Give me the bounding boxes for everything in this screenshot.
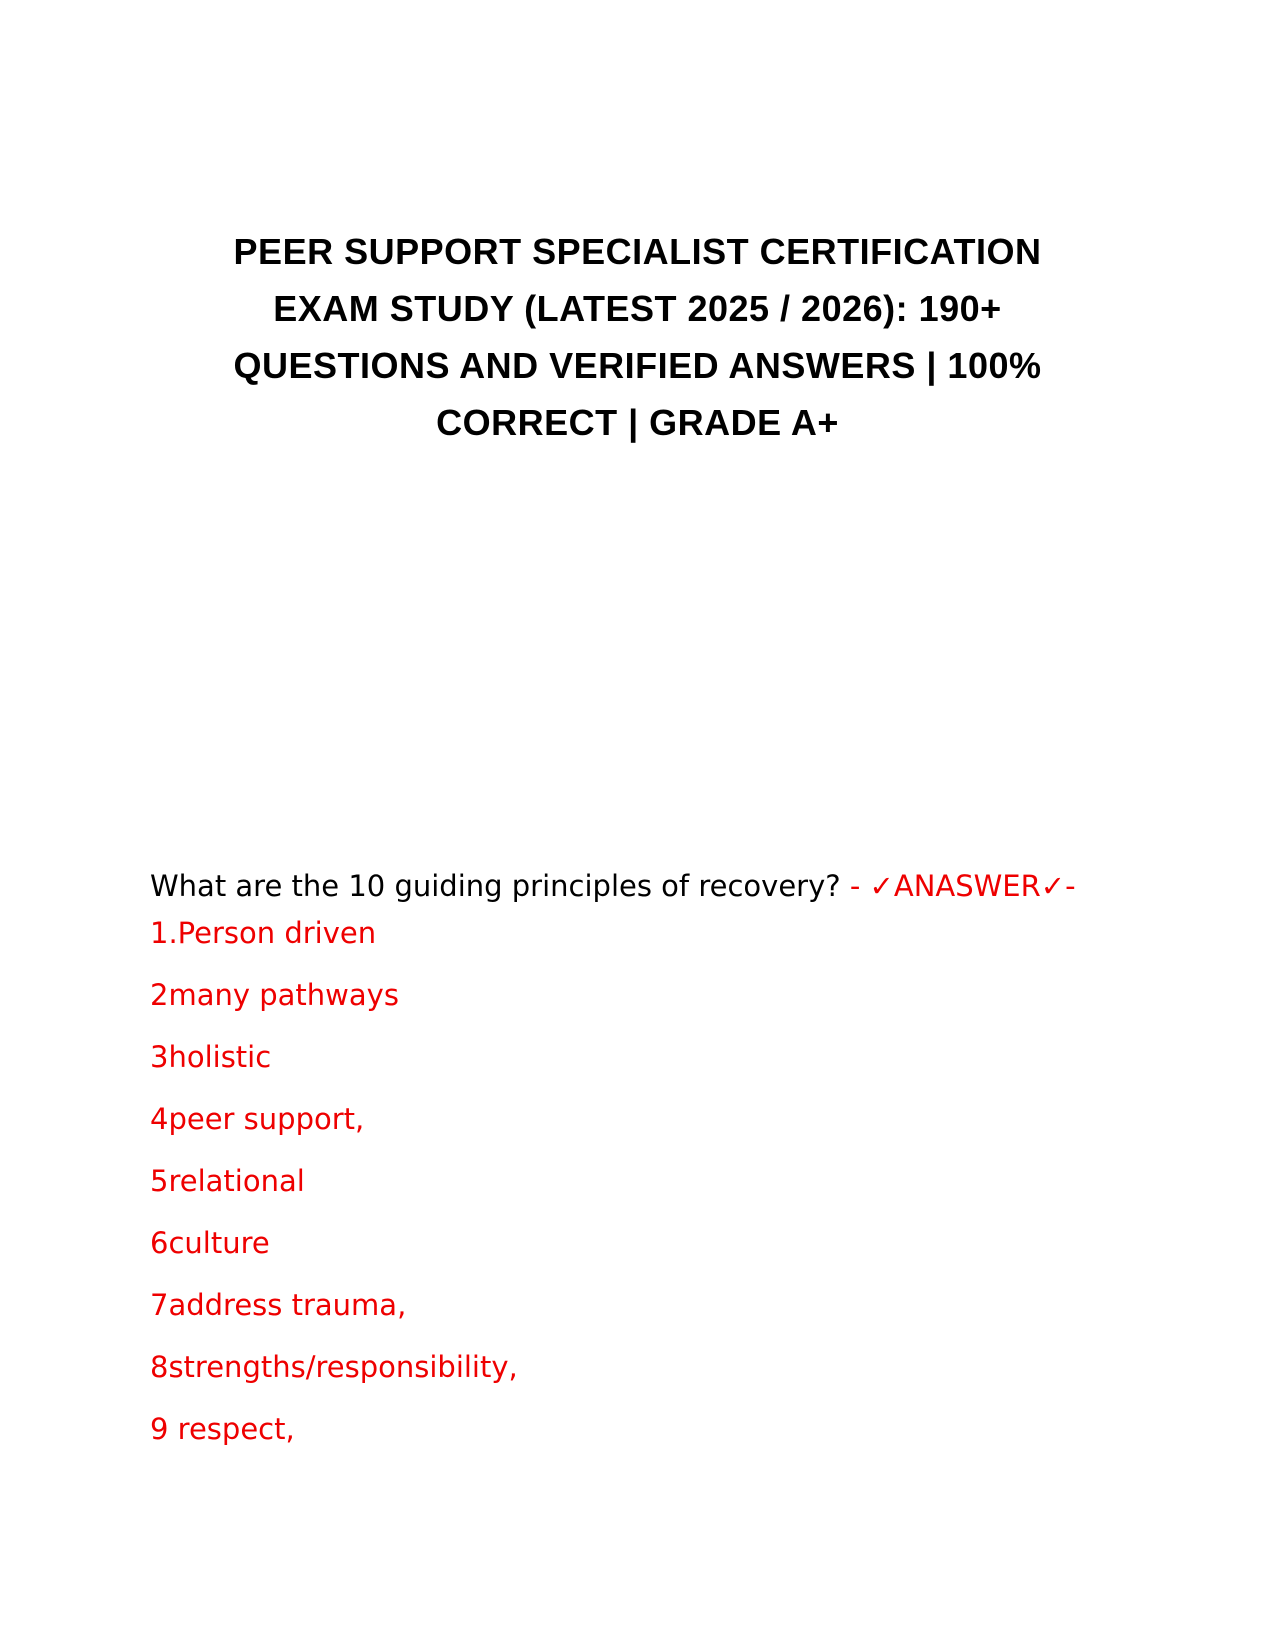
title-line-1: PEER SUPPORT SPECIALIST CERTIFICATION — [233, 231, 1042, 272]
title-line-4: CORRECT | GRADE A+ — [436, 402, 839, 443]
answer-item-5: 5relational — [150, 1164, 305, 1198]
answer-item-2: 2many pathways — [150, 978, 399, 1012]
document-title — [150, 223, 1125, 451]
question-block — [150, 863, 1110, 910]
answer-item-7: 7address trauma, — [150, 1288, 407, 1322]
answer-item-9: 9 respect, — [150, 1412, 295, 1446]
answer-item-8: 8strengths/responsibility, — [150, 1350, 518, 1384]
question-text: What are the 10 guiding principles of recovery? — [150, 869, 841, 903]
title-line-2: EXAM STUDY (LATEST 2025 / 2026): 190+ — [273, 288, 1002, 329]
answer-item-6: 6culture — [150, 1226, 270, 1260]
question-line — [150, 863, 1110, 910]
answer-item-1: 1.Person driven — [150, 916, 377, 950]
answer-marker: - ✓ANASWER✓- — [840, 869, 1076, 903]
title-line-3: QUESTIONS AND VERIFIED ANSWERS | 100% — [233, 345, 1042, 386]
answer-item-3: 3holistic — [150, 1040, 272, 1074]
answer-item-4: 4peer support, — [150, 1102, 365, 1136]
